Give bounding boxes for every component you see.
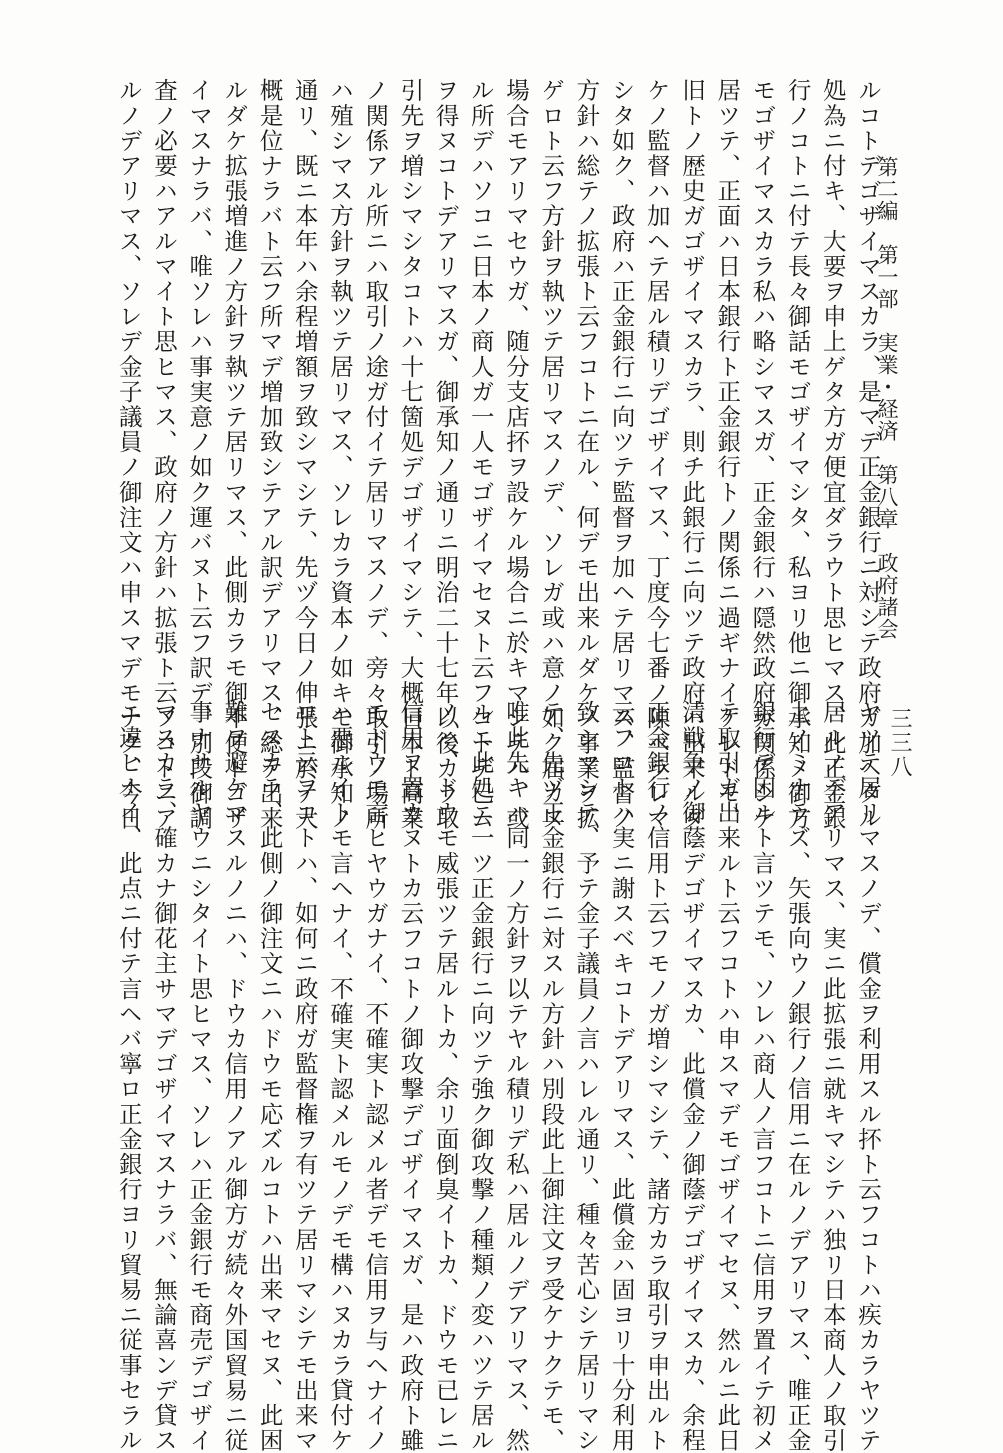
upper-text-column: モゴザイマスカラ私ハ略シマスガ、正金銀行ハ隠然政府ガ関係シテ (748, 78, 777, 831)
upper-text-column: ゲロト云フ方針ヲ執ツテ居リマスノデ、ソレガ或ハ意ノ如ク届カヌ (537, 78, 566, 831)
upper-text-column: 居ツテ、正面ハ日本銀行ト正金銀行トノ関係ニ過ギナイケレドモ、 (713, 78, 742, 831)
upper-text-column: 処為ニ付キ、大要ヲ申上ゲタ方ガ便宜ダラウト思ヒマス、此正金銀 (818, 78, 847, 831)
upper-text-column: 査ノ必要ハアルマイト思ヒマス、政府ノ方針ハ拡張ト云フコトニア (150, 78, 178, 831)
upper-text-column: ル所デハソコニ日本ノ商人ガ一人モゴザイマセヌト云フコトデ已ム (466, 78, 495, 831)
lower-text-column: 唯此先キハ同一ノ方針ヲ以テヤル積リデ私ハ居ルノデアリマス、然 (502, 700, 530, 1453)
lower-text-column: モドウモ言ヒヤウガナイ、不確実ト認メル者デモ信用ヲ与ヘナイノ (361, 700, 390, 1453)
lower-text-column: 正金銀行ノ信用ト云フモノガ増シマシテ、諸方カラ取引ヲ申出ルト (642, 700, 671, 1453)
lower-text-column: テ、先ヅ正金銀行ニ対スル方針ハ別段此上御注文ヲ受ケナクテモ、 (537, 700, 566, 1453)
lower-text-column: 難ヲ避ケマスルノニハ、ドウカ信用ノアル御方ガ続々外国貿易ニ従 (220, 700, 249, 1453)
upper-text-column: ルダケ拡張増進ノ方針ヲ執ツテ居リマス、此側カラモ御不便トゴザ (220, 78, 249, 831)
running-head: 第二編 第一部 実業・経済 第八章 政府諸会 (875, 156, 899, 640)
lower-text-column: ルニ此処ニ一ツ正金銀行ニ向ツテ強ク御攻撃ノ種類ノ変ハツテ居ル (466, 700, 495, 1453)
lower-text-column: 信用ヲ置カヌトカ云フコトノ御攻撃デゴザイマスガ、是ハ政府ト雖 (396, 700, 425, 1453)
lower-text-column: ノハ、ドウモ威張ツテ居ルトカ、余リ面倒臭イトカ、ドウモ已レニ (431, 700, 460, 1453)
lower-text-column: 居ルノデアリマス、実ニ此拡張ニ就キマシテハ独リ日本商人ノ取引 (818, 700, 847, 1453)
upper-text-column: 引先ヲ増シマシタコトハ十七箇処デゴザイマシテ、大概日本ト商業 (396, 78, 425, 831)
lower-text-column: 云フコトハ実ニ謝スベキコトデアリマス、此償金ハ固ヨリ十分利用 (607, 700, 636, 1453)
lower-text-column: ロト云フコトハ、如何ニ政府ガ監督権ヲ有ツテ居リマシテモ出来マ (290, 700, 319, 1453)
upper-text-column: 方針ハ総テノ拡張ト云フコトニ在ル、何デモ出来ルダケノ事業ヲ拡 (572, 78, 601, 831)
upper-text-column: シタ如ク、政府ハ正金銀行ニ向ツテ監督ヲ加ヘテ居リマス、監督ノ (607, 78, 636, 831)
upper-text-column: ケノ監督ハ加ヘテ居ル積リデゴザイマス、丁度今七番ノ陳ベラレマ (642, 78, 671, 831)
lower-text-column: 銀行デ困ルト言ツテモ、ソレハ商人ノ言フコトニ信用ヲ置イテ初メ (748, 700, 777, 1453)
upper-text-column: 通リ、既ニ本年ハ余程増額ヲ致シマシテ、先ヅ今日ノ伸張ニ於テ大 (290, 78, 319, 831)
lower-text-column: ヤツテ居リマスノデ、償金ヲ利用スル抔ト云フコトハ疾カラヤツテ (854, 700, 882, 1453)
upper-text-column: イマスナラバ、唯ソレハ事実意ノ如ク運バヌト云フ訳デ、別段御調 (185, 78, 214, 831)
lower-text-column: マスカラ、確カナ御花主サマデゴザイマスナラバ、無論喜ンデ貸ス (150, 700, 178, 1453)
lower-text-column: セヌカラ、此側ノ御注文ニハドウモ応ズルコトハ出来マセヌ、此困 (255, 700, 284, 1453)
upper-text-column: ヲ得ヌコトデアリマスガ、御承知ノ通リニ明治二十七年以後カラ取 (431, 78, 460, 831)
upper-text-column: ルコトデゴザイマスカラ、是マデ正金銀行ニ対シテ政府ガ加ヘタル (854, 78, 882, 831)
lower-text-column: ハ悪ルイトモ言ヘナイ、不確実ト認メルモノデモ構ハヌカラ貸付ケ (326, 700, 354, 1453)
upper-text-column: 行ノコトニ付テ長々御話モゴザイマシタ、私ヨリ他ニ御承知ノ御方 (783, 78, 812, 831)
lower-text-column: 上ノミナラズ、矢張向ウノ銀行ノ信用ニ在ルノデアリマス、唯正金 (783, 700, 812, 1453)
upper-text-column: 場合モアリマセウガ、随分支店抔ヲ設ケル場合ニ於キマシテハ、或 (502, 78, 530, 831)
upper-text-column: 旧トノ歴史ガゴザイマスカラ、則チ此銀行ニ向ツテ政府ハ出来ルダ (678, 78, 706, 831)
lower-text-column: 致シマシテ、予テ金子議員ノ言ハレル通リ、種々苦心シテ居リマシ (572, 700, 601, 1453)
upper-text-column: 概是位ナラバト云フ所マデ増加致シテアル訳デアリマス、総テ出来 (255, 78, 284, 831)
upper-text-column: ノ関係アル所ニハ取引ノ途ガ付イテ居リマスノデ、旁々取引ノ場所 (361, 78, 390, 831)
upper-text-column: ハ殖シマス方針ヲ執ツテ居リマス、ソレカラ資本ノ如キモ御承知ノ (326, 78, 354, 831)
page-number: 三三八 (887, 707, 912, 779)
lower-text-column: 清戦争ノ御蔭デゴザイマスカ、此償金ノ御蔭デゴザイマスカ、余程 (678, 700, 706, 1453)
upper-text-column: ルノデアリマス、ソレデ金子議員ノ御注文ハ申スマデモナク、今日 (114, 78, 143, 831)
lower-text-column: ニ違ヒナイ、此点ニ付テ言ヘバ寧ロ正金銀行ヨリ貿易ニ従事セラル (114, 700, 143, 1453)
lower-text-column: テ取引ガ出来ルト云フコトハ申スマデモゴザイマセヌ、然ルニ此日 (713, 700, 742, 1453)
lower-text-column: 事ナサルヤウニシタイト思ヒマス、ソレハ正金銀行モ商売デゴザイ (185, 700, 214, 1453)
